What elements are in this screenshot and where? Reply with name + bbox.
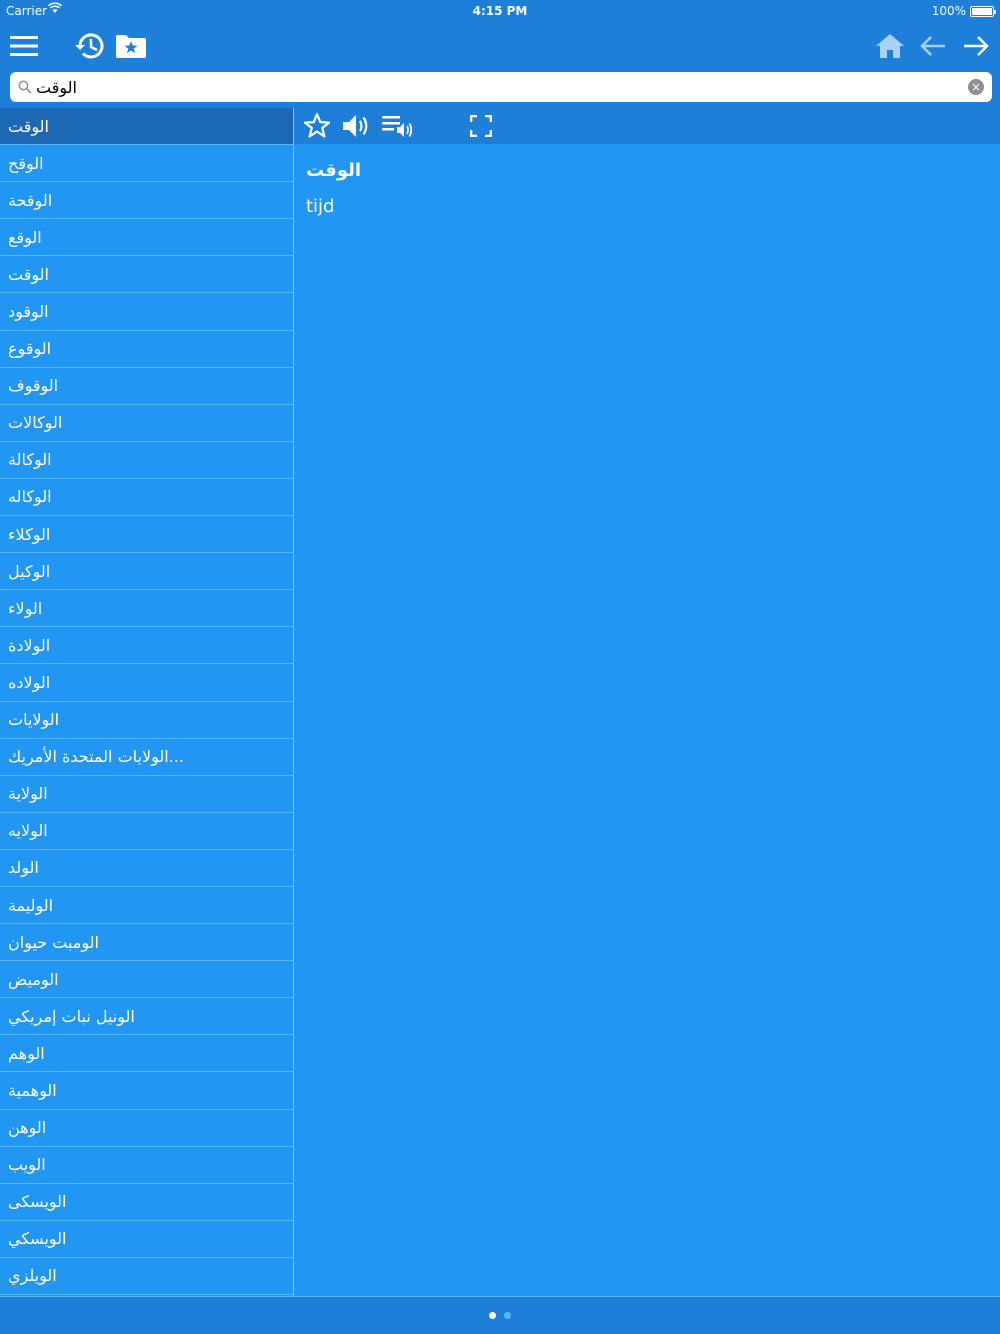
fullscreen-button[interactable] <box>464 110 498 142</box>
list-item-label: الوهن <box>8 1118 47 1138</box>
list-item-label: الوقع <box>8 227 42 247</box>
entry-translation: tijd <box>306 196 335 217</box>
fullscreen-icon <box>470 115 492 137</box>
list-item[interactable] <box>0 702 293 739</box>
playlist-speaker-icon <box>381 113 415 139</box>
list-item-label: الولايات المتحدة الأمريك... <box>8 747 184 767</box>
list-item[interactable] <box>0 442 293 479</box>
list-item-label: الوقت <box>8 264 49 284</box>
list-item[interactable] <box>0 961 293 998</box>
page-indicator <box>0 1312 1000 1319</box>
clock-label: 4:15 PM <box>472 4 528 18</box>
back-button[interactable] <box>913 26 953 66</box>
list-item-label: الولاء <box>8 598 43 618</box>
list-item[interactable] <box>0 1110 293 1147</box>
home-icon <box>875 33 905 59</box>
list-item[interactable] <box>0 553 293 590</box>
main-toolbar <box>0 22 1000 70</box>
history-button[interactable] <box>68 26 108 66</box>
list-item-label: الويب <box>8 1155 46 1175</box>
hamburger-menu-icon <box>10 35 38 57</box>
status-bar <box>0 0 1000 22</box>
list-item-label: الونيل نبات إمريكي <box>8 1006 135 1026</box>
list-item-label: الوقود <box>8 302 49 322</box>
list-item-label: الويسكي <box>8 1229 67 1249</box>
carrier-label: Carrier <box>6 4 48 18</box>
list-item[interactable] <box>0 1072 293 1109</box>
list-item[interactable] <box>0 924 293 961</box>
entry-detail <box>294 144 1000 1296</box>
search-bar <box>0 70 1000 108</box>
list-item[interactable] <box>0 627 293 664</box>
list-item[interactable] <box>0 813 293 850</box>
page-dot[interactable] <box>504 1312 511 1319</box>
list-item-label: الوميض <box>8 969 59 989</box>
list-item[interactable] <box>0 516 293 553</box>
list-item[interactable] <box>0 368 293 405</box>
speak-list-button[interactable] <box>381 110 415 142</box>
arrow-left-icon <box>920 35 946 57</box>
list-item-label: الومبت حيوان <box>8 932 99 952</box>
list-item-label: الوهم <box>8 1043 45 1063</box>
list-item-label: الوقوع <box>8 339 52 359</box>
list-item[interactable] <box>0 219 293 256</box>
list-item[interactable] <box>0 293 293 330</box>
detail-toolbar <box>294 108 1000 144</box>
list-item-label: الويلزي <box>8 1266 57 1286</box>
bottom-bar <box>0 1296 1000 1334</box>
list-item[interactable] <box>0 1258 293 1295</box>
list-item-label: الوقحة <box>8 190 53 210</box>
speak-button[interactable] <box>339 110 373 142</box>
menu-button[interactable] <box>4 26 44 66</box>
list-item-label: الوكاله <box>8 487 52 507</box>
list-item-label: الوكالة <box>8 450 52 470</box>
list-item-label: الوقوف <box>8 376 59 396</box>
battery-label: 100% <box>931 4 966 18</box>
list-item-label: الولادة <box>8 635 51 655</box>
list-item-label: الوقح <box>8 153 44 173</box>
list-item[interactable] <box>0 776 293 813</box>
list-item-label: الوقت <box>8 116 49 136</box>
list-item[interactable] <box>0 145 293 182</box>
list-item[interactable] <box>0 739 293 776</box>
page-dot[interactable] <box>489 1312 496 1319</box>
list-item[interactable] <box>0 1184 293 1221</box>
list-item[interactable] <box>0 1147 293 1184</box>
favorites-button[interactable] <box>111 26 151 66</box>
history-clock-icon <box>72 31 104 61</box>
list-item-label: الوهمية <box>8 1080 57 1100</box>
star-outline-icon <box>303 112 331 140</box>
list-item[interactable] <box>0 887 293 924</box>
search-input[interactable] <box>36 75 956 99</box>
forward-button[interactable] <box>956 26 996 66</box>
battery-icon <box>970 6 994 17</box>
list-item-label: الولد <box>8 858 39 878</box>
list-item-label: الوليمة <box>8 895 54 915</box>
list-item-label: الوكالات <box>8 413 63 433</box>
list-item[interactable] <box>0 1035 293 1072</box>
list-item[interactable] <box>0 850 293 887</box>
clear-search-icon[interactable]: × <box>968 79 984 95</box>
list-item-label: الويسكى <box>8 1192 67 1212</box>
word-list <box>0 108 293 1296</box>
speaker-icon <box>341 112 371 140</box>
entry-headword: الوقت <box>306 160 362 181</box>
list-item-label: الولايات <box>8 710 60 730</box>
list-item[interactable] <box>0 998 293 1035</box>
list-item[interactable] <box>0 479 293 516</box>
list-item[interactable] <box>0 256 293 293</box>
list-item-label: الولاده <box>8 672 51 692</box>
search-box <box>10 72 992 102</box>
list-item-label: الوكلاء <box>8 524 51 544</box>
list-item[interactable] <box>0 664 293 701</box>
list-item[interactable] <box>0 590 293 627</box>
list-item[interactable] <box>0 108 293 145</box>
list-item[interactable] <box>0 405 293 442</box>
list-item[interactable] <box>0 1221 293 1258</box>
home-button[interactable] <box>870 26 910 66</box>
list-item[interactable] <box>0 182 293 219</box>
folder-star-icon <box>115 33 147 59</box>
list-item-label: الولايه <box>8 821 48 841</box>
list-item[interactable] <box>0 331 293 368</box>
favorite-button[interactable] <box>300 110 334 142</box>
battery-indicator <box>932 4 994 18</box>
search-icon <box>18 79 32 98</box>
arrow-right-icon <box>963 35 989 57</box>
list-item-label: الوكيل <box>8 561 51 581</box>
list-item-label: الولاية <box>8 784 48 804</box>
